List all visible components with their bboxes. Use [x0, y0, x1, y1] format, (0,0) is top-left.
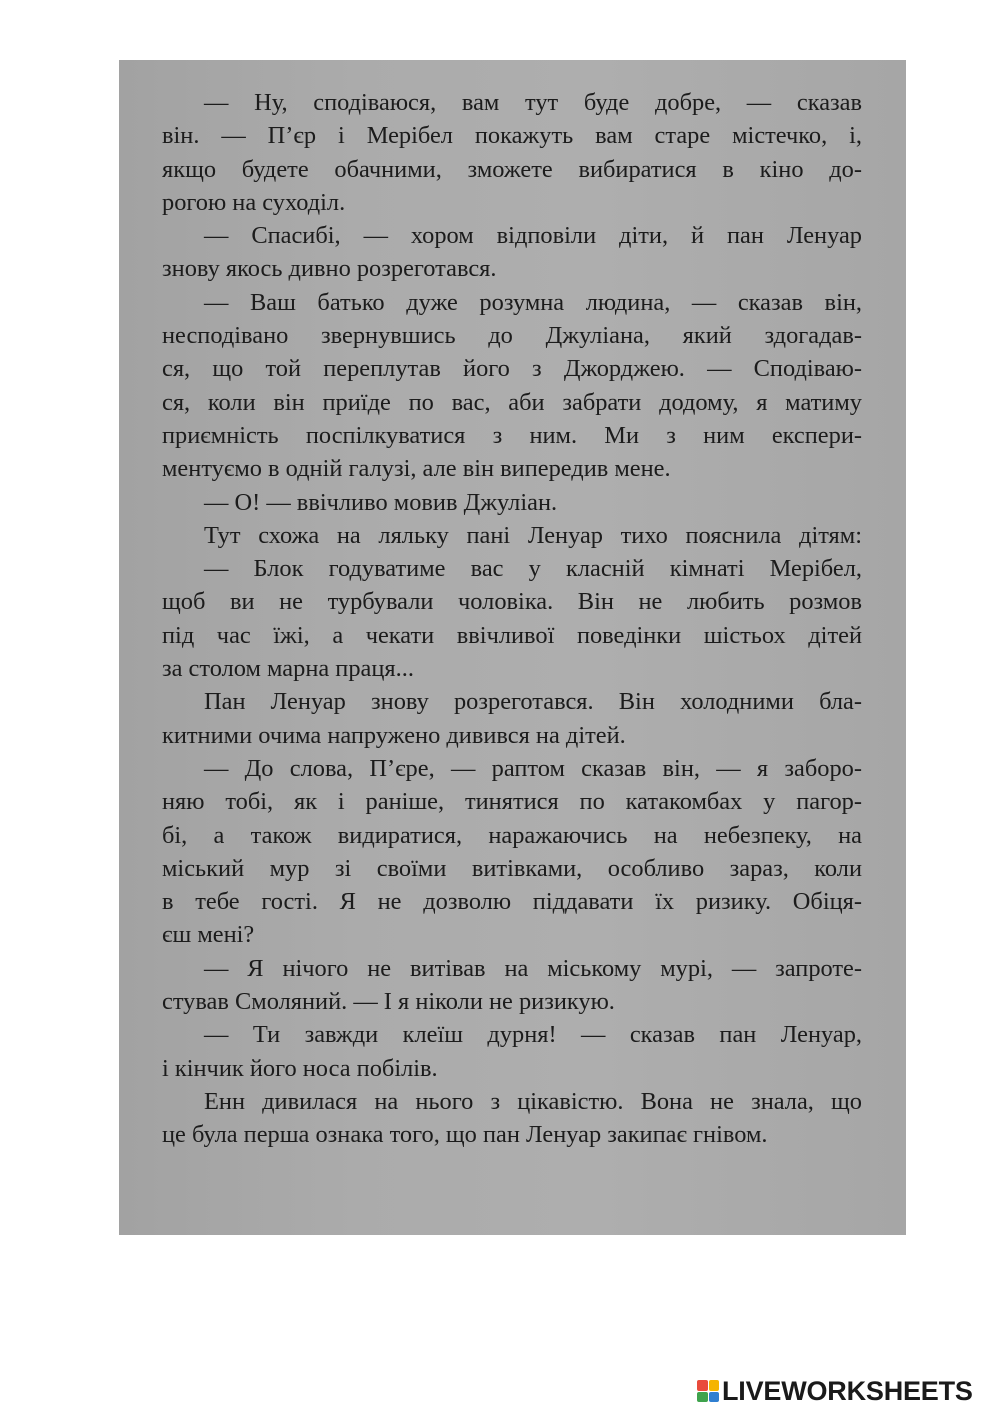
- text-line: китними очима напружено дивився на дітей.: [162, 721, 626, 749]
- logo-square: [709, 1380, 720, 1391]
- logo-text: LIVEWORKSHEETS: [722, 1375, 973, 1406]
- text-line: — До слова, П’єре, — раптом сказав він, — я заборо-: [204, 754, 862, 782]
- book-text: [162, 86, 862, 1152]
- text-line: міський мур зі своїми витівками, особливо зараз, коли: [162, 854, 862, 882]
- text-line: рогою на суходіл.: [162, 188, 346, 216]
- text-line: в тебе гості. Я не дозволю піддавати їх ризику. Обіця-: [162, 888, 862, 916]
- text-line: стував Смоляний. — І я ніколи не ризикую.: [162, 988, 615, 1016]
- text-line: за столом марна праця...: [162, 655, 414, 683]
- text-line: знову якось дивно розреготався.: [162, 255, 497, 283]
- logo-square: [697, 1380, 708, 1391]
- liveworksheets-logo-icon: [697, 1380, 719, 1402]
- text-line: няю тобі, як і раніше, тинятися по катакомбах у пагор-: [162, 788, 862, 816]
- text-line: це була перша ознака того, що пан Ленуар закипає гнівом.: [162, 1121, 768, 1149]
- text-line: — Блок годуватиме вас у класній кімнаті Мерібел,: [204, 555, 862, 583]
- text-line: ментуємо в одній галузі, але він випередив мене.: [162, 455, 671, 483]
- text-line: Енн дивилася на нього з цікавістю. Вона не знала, що: [204, 1087, 862, 1115]
- scanned-book-page: [119, 60, 906, 1235]
- logo-square: [697, 1392, 708, 1403]
- text-line: — Ти завжди клеїш дурня! — сказав пан Ленуар,: [204, 1021, 862, 1049]
- text-line: щоб ви не турбували чоловіка. Він не любить розмов: [162, 588, 862, 616]
- text-line: ся, що той переплутав його з Джорджею. — Сподіваю-: [162, 355, 862, 383]
- text-line: приємність поспілкуватися з ним. Ми з ним експери-: [162, 421, 862, 449]
- text-line: — Ну, сподіваюся, вам тут буде добре, — сказав: [204, 89, 862, 116]
- text-line: — Спасибі, — хором відповіли діти, й пан Ленуар: [204, 222, 862, 250]
- logo-square: [709, 1392, 720, 1403]
- text-line: Пан Ленуар знову розреготався. Він холодними бла-: [204, 688, 862, 716]
- text-line: — О! — ввічливо мовив Джуліан.: [204, 488, 558, 516]
- text-line: якщо будете обачними, зможете вибиратися в кіно до-: [162, 155, 862, 183]
- text-line: єш мені?: [162, 921, 255, 949]
- text-line: несподівано звернувшись до Джуліана, який здогадав-: [162, 322, 862, 350]
- text-line: ся, коли він приїде по вас, аби забрати додому, я матиму: [162, 388, 862, 416]
- text-line: — Я нічого не витівав на міському мурі, — запроте-: [204, 954, 862, 982]
- text-line: і кінчик його носа побілів.: [162, 1054, 438, 1082]
- text-line: — Ваш батько дуже розумна людина, — сказав він,: [204, 288, 862, 316]
- text-line: бі, а також видиратися, наражаючись на небезпеку, на: [162, 821, 862, 849]
- text-line: він. — П’єр і Мерібел покажуть вам старе містечко, і,: [162, 122, 862, 150]
- text-line: Тут схожа на ляльку пані Ленуар тихо пояснила дітям:: [204, 521, 862, 549]
- liveworksheets-logo: [697, 1377, 973, 1405]
- text-line: під час їжі, а чекати ввічливої поведінки шістьох дітей: [162, 621, 862, 649]
